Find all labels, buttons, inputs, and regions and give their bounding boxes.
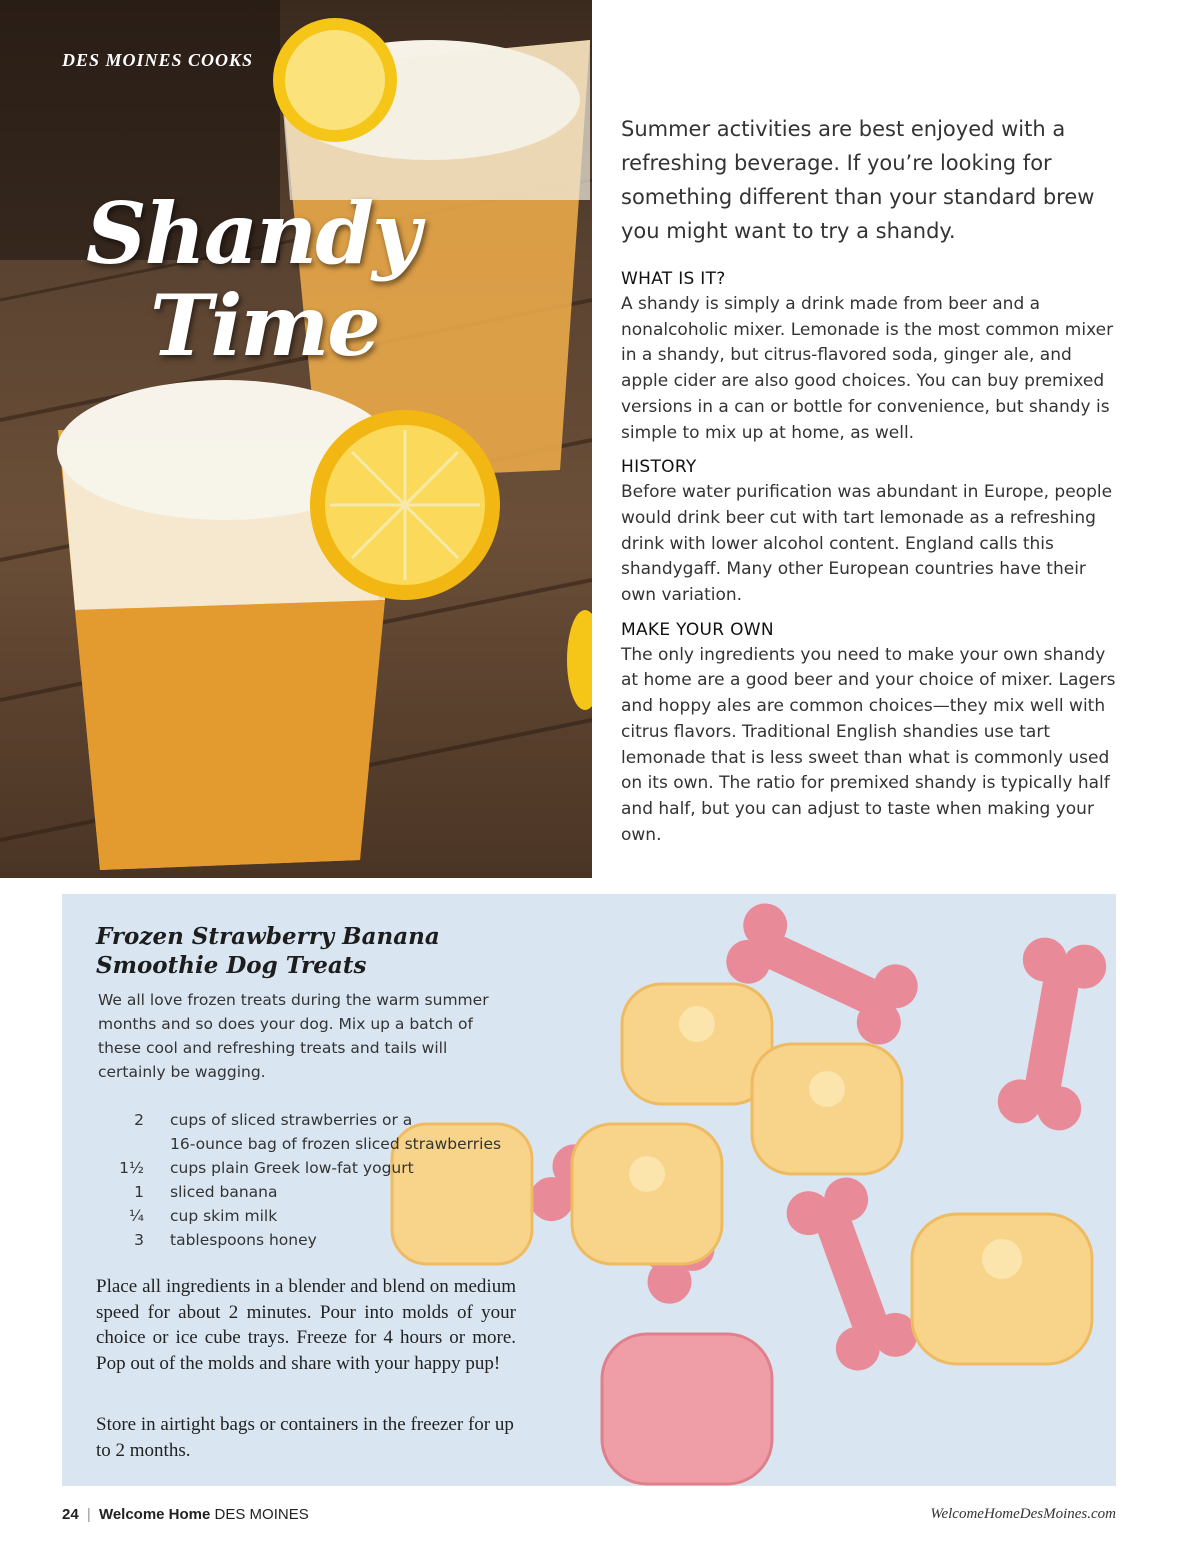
title-line-1: Shandy — [86, 184, 419, 283]
ingredient-qty: 1 — [134, 1183, 144, 1201]
shandy-photo — [0, 0, 592, 878]
article-column — [621, 112, 1121, 856]
magazine-brand: Welcome Home — [98, 1506, 211, 1523]
ingredient-text: sliced banana — [170, 1183, 278, 1201]
section-body-make-your-own: The only ingredients you need to make your own shandy at home are a good beer and your choice of mixer. Lagers and hoppy ales are common choices—they mix well with citrus flavors. Traditional English shandies use tart lemonade that is less sweet than what is commonly used on its own. The ratio for premixed shandy is typically half and half, but you can adjust to taste when making your own. — [621, 644, 1116, 845]
recipe-title-line-1: Frozen Strawberry Banana — [96, 923, 440, 950]
section-tag: DES MOINES COOKS — [62, 50, 254, 70]
recipe-title — [96, 922, 556, 980]
recipe-directions: Place all ingredients in a blender and blend on medium speed for about 2 minutes. Pour into molds of your choice or ice cube trays. Freeze for 4 hours or more. Pop out of the molds and share with your happy pup! — [96, 1276, 516, 1374]
footer-page-info — [62, 1506, 309, 1523]
ingredient-text — [170, 1108, 558, 1156]
beer-glasses-illustration — [0, 0, 592, 878]
section-heading-history: HISTORY — [621, 457, 697, 478]
ingredient-row — [98, 1108, 558, 1156]
recipe-title-line-2: Smoothie Dog Treats — [96, 952, 367, 979]
ingredient-row — [98, 1228, 558, 1252]
ingredient-row — [98, 1156, 558, 1180]
ingredient-line: 16-ounce bag of frozen sliced strawberries — [170, 1135, 502, 1153]
article-intro: Summer activities are best enjoyed with a refreshing beverage. If you’re looking for something different than your standard brew you might want to try a shandy. — [621, 117, 1095, 243]
recipe-panel — [62, 894, 1116, 1486]
ingredient-list — [98, 1108, 558, 1252]
ingredient-text: cups plain Greek low-fat yogurt — [170, 1159, 414, 1177]
title-line-2: Time — [150, 276, 379, 375]
section-heading-make-your-own: MAKE YOUR OWN — [621, 619, 774, 640]
section-body-history: Before water purification was abundant in Europe, people would drink beer cut with tart lemonade as a refreshing drink with lower alcohol content. England calls this shandygaff. Many other European countries have their own variation. — [621, 482, 1113, 606]
recipe-storage: Store in airtight bags or containers in the freezer for up to 2 months. — [96, 1414, 514, 1461]
section-body-what-is-it: A shandy is simply a drink made from beer and a nonalcoholic mixer. Lemonade is the most common mixer in a shandy, but citrus-flavored soda, ginger ale, and apple cider are also good choices. You can buy premixed versions in a can or bottle for convenience, but shandy is simple to mix up at home, as well. — [621, 294, 1114, 443]
magazine-city: DES MOINES — [214, 1506, 309, 1523]
recipe-intro: We all love frozen treats during the warm summer months and so does your dog. Mix up a batch of these cool and refreshing treats and tails will certainly be wagging. — [98, 991, 489, 1081]
ingredient-text: tablespoons honey — [170, 1231, 317, 1249]
ingredient-row — [98, 1204, 558, 1228]
footer-separator: | — [86, 1506, 91, 1523]
ingredient-row — [98, 1180, 558, 1204]
section-heading-what-is-it: WHAT IS IT? — [621, 269, 726, 289]
ingredient-qty: 3 — [134, 1231, 144, 1249]
ingredient-qty: 1½ — [119, 1159, 144, 1177]
ingredient-line: cups of sliced strawberries or a — [170, 1111, 413, 1129]
ingredient-text: cup skim milk — [170, 1207, 278, 1225]
ingredient-qty: 2 — [134, 1111, 144, 1129]
page-number: 24 — [62, 1506, 79, 1523]
footer-website: WelcomeHomeDesMoines.com — [930, 1506, 1116, 1522]
page-title — [86, 184, 446, 375]
ingredient-qty: ¼ — [128, 1207, 144, 1225]
